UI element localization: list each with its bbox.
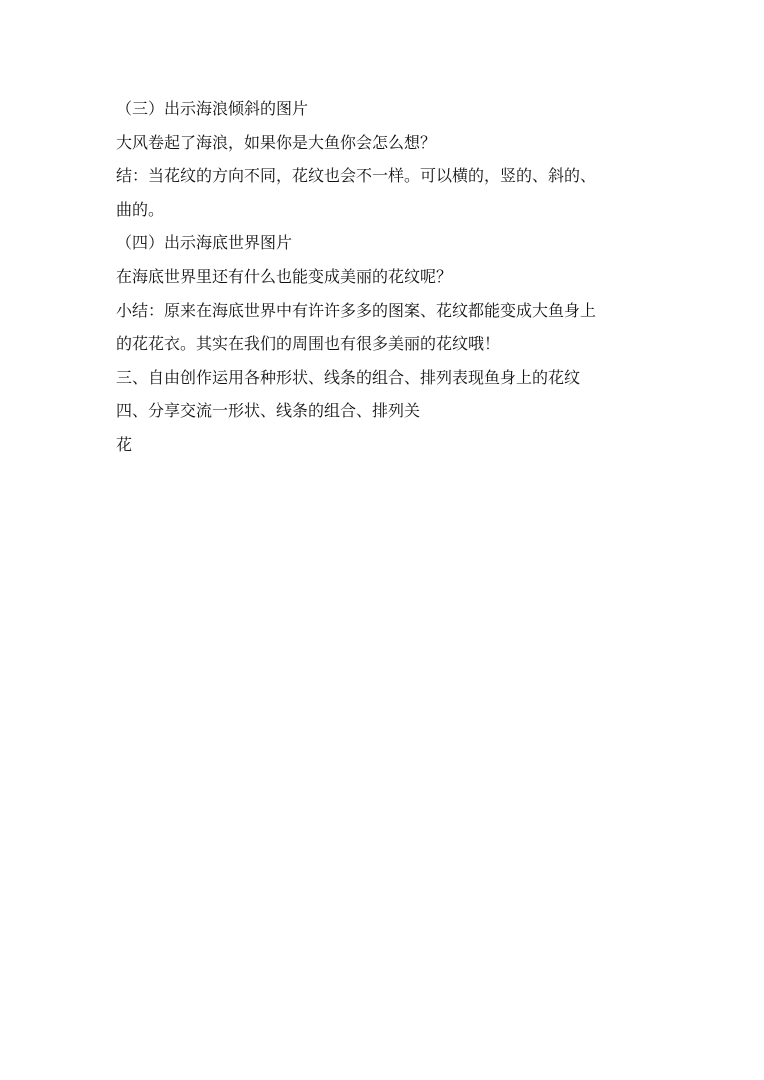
trailing-text: 花 <box>116 434 133 454</box>
conclusion-paragraph-line-1: 结：当花纹的方向不同，花纹也会不一样。可以横的，竖的、斜的、 <box>116 166 597 186</box>
step-four-paragraph: 四、分享交流一形状、线条的组合、排列关 <box>116 401 421 421</box>
section-heading-four: （四）出示海底世界图片 <box>116 233 293 253</box>
question-paragraph: 大风卷起了海浪，如果你是大鱼你会怎么想？ <box>116 132 437 152</box>
question-paragraph-2: 在海底世界里还有什么也能变成美丽的花纹呢？ <box>116 266 453 286</box>
summary-paragraph-line-2: 的花花衣。其实在我们的周围也有很多美丽的花纹哦！ <box>116 334 501 354</box>
conclusion-paragraph-line-2: 曲的。 <box>116 199 165 219</box>
summary-paragraph-line-1: 小结：原来在海底世界中有许许多多的图案、花纹都能变成大鱼身上 <box>116 300 597 320</box>
document-body <box>116 98 661 468</box>
step-three-paragraph: 三、自由创作运用各种形状、线条的组合、排列表现鱼身上的花纹 <box>116 367 581 387</box>
section-heading-three: （三）出示海浪倾斜的图片 <box>116 99 309 118</box>
